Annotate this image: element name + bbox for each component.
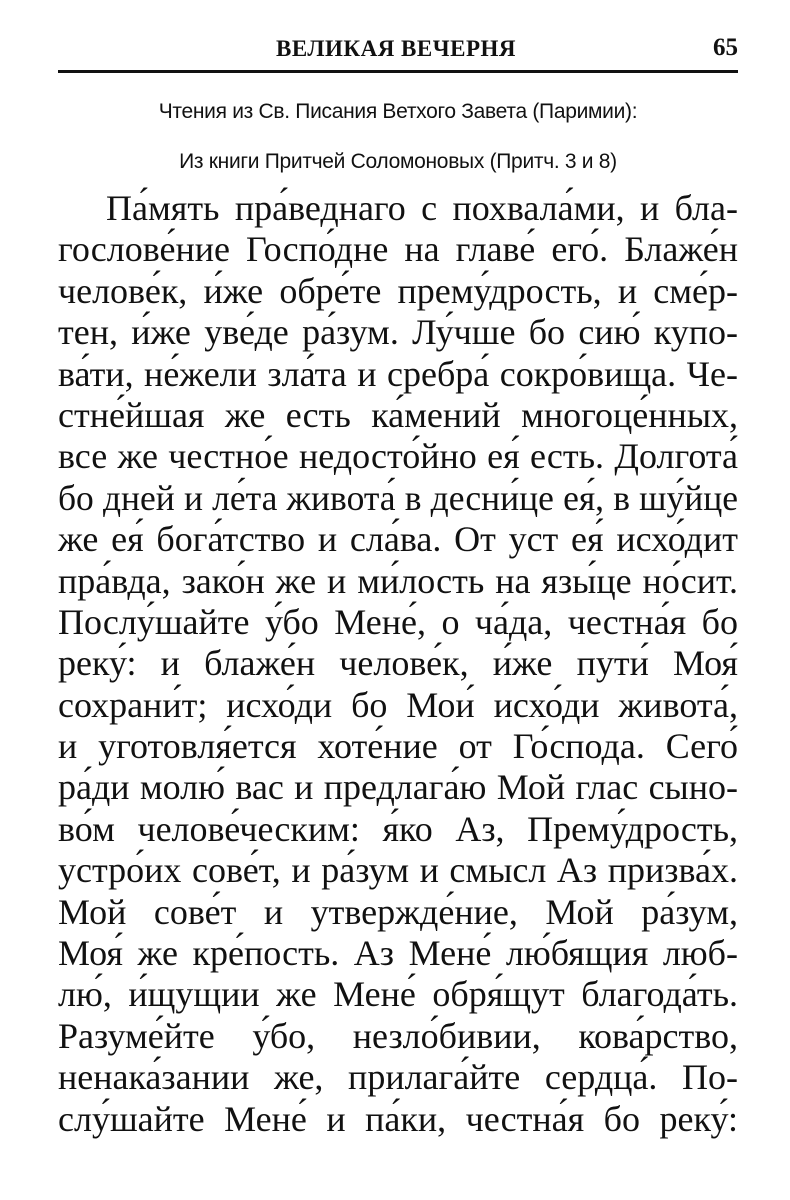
text-line: гослове́ние Госпо́дне на главе́ его́. Блаже́н xyxy=(58,229,738,270)
text-line: ра́ди молю́ вас и предлага́ю Мой глас сыно- xyxy=(58,767,738,808)
text-line: устро́их сове́т, и ра́зум и смысл Аз призва́х. xyxy=(58,850,738,891)
text-line: Моя́ же кре́пость. Аз Мене́ лю́бящия люб- xyxy=(58,933,738,974)
text-line: лю́, и́щущии же Мене́ обря́щут благода́ть. xyxy=(58,974,738,1015)
text-line: пра́вда, зако́н же и ми́лость на язы́це но́сит. xyxy=(58,560,738,601)
text-line: ненака́зании же, прилага́йте сердца́. По- xyxy=(58,1057,738,1098)
running-header xyxy=(58,30,738,73)
text-line: Послу́шайте у́бо Мене́, о ча́да, честна́я бо xyxy=(58,601,738,642)
text-line: Разуме́йте у́бо, незло́бивии, кова́рство, xyxy=(58,1015,738,1056)
running-title: ВЕЛИКАЯ ВЕЧЕРНЯ xyxy=(276,36,517,61)
text-line: бо дней и ле́та живота́ в десни́це ея́, в шу́йце xyxy=(58,477,738,518)
scripture-text xyxy=(58,188,738,1140)
text-line: во́м челове́ческим: я́ко Аз, Прему́дрость, xyxy=(58,808,738,849)
text-line: ва́ти, не́жели зла́та и сребра́ сокро́вища. Че- xyxy=(58,353,738,394)
page-number: 65 xyxy=(713,34,738,61)
text-line: Мой сове́т и утвержде́ние, Мой ра́зум, xyxy=(58,891,738,932)
text-line: тен, и́же уве́де ра́зум. Лу́чше бо сию́ купо- xyxy=(58,312,738,353)
text-line: же ея́ бога́тство и сла́ва. От уст ея́ исхо́дит xyxy=(58,519,738,560)
text-line: челове́к, и́же обре́те прему́дрость, и сме́р- xyxy=(58,270,738,311)
text-line: Па́мять пра́веднаго с похвала́ми, и бла- xyxy=(106,188,738,228)
text-line: стне́йшая же есть ка́мений многоце́нных, xyxy=(58,394,738,435)
text-line: и уготовля́ется хоте́ние от Го́спода. Сего́ xyxy=(58,726,738,767)
text-line: слу́шайте Мене́ и па́ки, честна́я бо реку́: xyxy=(58,1098,738,1139)
text-line: сохрани́т; исхо́ди бо Мои́ исхо́ди живота́, xyxy=(58,684,738,725)
text-line: реку́: и блаже́н челове́к, и́же пути́ Моя́ xyxy=(58,643,738,684)
reading-title: Чтения из Св. Писания Ветхого Завета (Паримии): xyxy=(158,100,638,123)
source-reference: Из книги Притчей Соломоновых (Притч. 3 и 8) xyxy=(179,150,617,173)
text-line: все же честно́е недосто́йно ея́ есть. Долгота́ xyxy=(58,436,738,477)
